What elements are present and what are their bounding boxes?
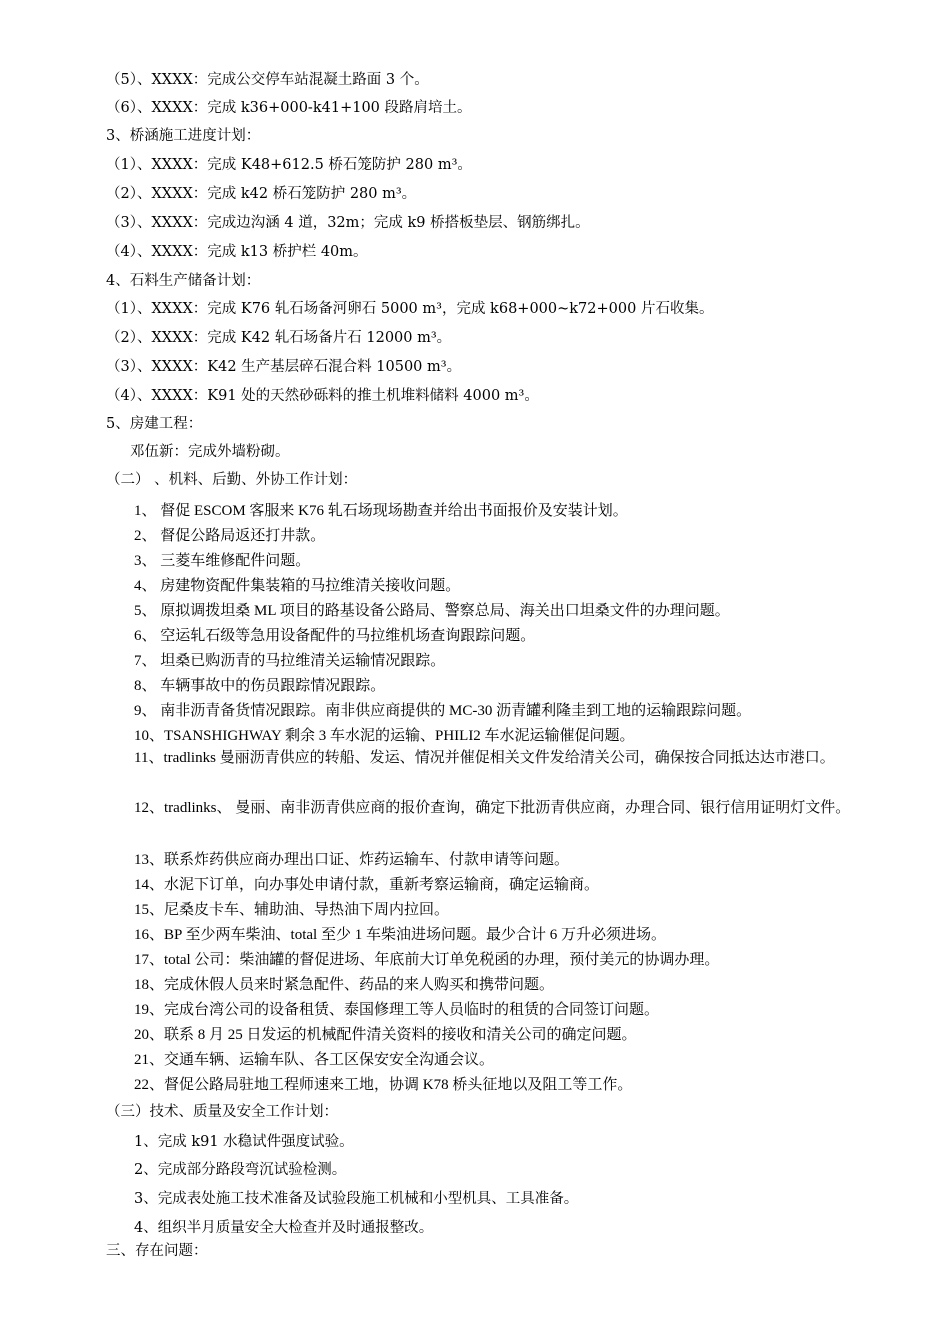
list-item: 2、完成部分路段弯沉试验检测。 xyxy=(134,1162,347,1178)
list-item: 17、total 公司：柴油罐的督促进场、年底前大订单免税函的办理，预付美元的协调办理。 xyxy=(134,952,720,968)
list-item: 4、 房建物资配件集装箱的马拉维清关接收问题。 xyxy=(134,578,461,594)
section-heading: 5、房建工程： xyxy=(106,416,203,432)
list-item: 4、组织半月质量安全大检查并及时通报整改。 xyxy=(134,1220,434,1236)
list-item: 7、 坦桑已购沥青的马拉维清关运输情况跟踪。 xyxy=(134,653,446,669)
text-line: （6）、XXXX：完成 k36+000-k41+100 段路肩培土。 xyxy=(106,100,472,116)
text-line: （4）、XXXX：K91 处的天然砂砾料的推土机堆料储料 4000 m³。 xyxy=(106,388,539,404)
text-line: （5）、XXXX：完成公交停车站混凝土路面 3 个。 xyxy=(106,72,429,88)
section-heading: 3、桥涵施工进度计划： xyxy=(106,128,261,144)
list-item: 14、水泥下订单，向办事处申请付款，重新考察运输商，确定运输商。 xyxy=(134,877,600,893)
list-item: 21、交通车辆、运输车队、各工区保安安全沟通会议。 xyxy=(134,1052,495,1068)
list-item: 1、完成 k91 水稳试件强度试验。 xyxy=(134,1134,354,1150)
list-item: 13、联系炸药供应商办理出口证、炸药运输车、付款申请等问题。 xyxy=(134,852,570,868)
list-item: 1、 督促 ESCOM 客服来 K76 轧石场现场勘查并给出书面报价及安装计划。 xyxy=(134,503,628,519)
text-line: （2）、XXXX：完成 k42 桥石笼防护 280 m³。 xyxy=(106,186,417,202)
text-line: （4）、XXXX：完成 k13 桥护栏 40m。 xyxy=(106,244,368,260)
list-item: 18、完成休假人员来时紧急配件、药品的来人购买和携带问题。 xyxy=(134,977,555,993)
section-heading: 三、存在问题： xyxy=(106,1243,208,1259)
text-line: （3）、XXXX：K42 生产基层碎石混合料 10500 m³。 xyxy=(106,359,462,375)
text-line: （1）、XXXX：完成 K76 轧石场备河卵石 5000 m³，完成 k68+000~k72+000 片石收集。 xyxy=(106,301,714,317)
list-item: 5、 原拟调拨坦桑 ML 项目的路基设备公路局、警察总局、海关出口坦桑文件的办理问题。 xyxy=(134,603,730,619)
list-item: 15、尼桑皮卡车、辅助油、导热油下周内拉回。 xyxy=(134,902,450,918)
section-heading: 4、石料生产储备计划： xyxy=(106,273,261,289)
list-item: 2、 督促公路局返还打井款。 xyxy=(134,528,326,544)
list-item: 3、 三菱车维修配件问题。 xyxy=(134,553,311,569)
list-item: 12、tradlinks、 曼丽、南非沥青供应商的报价查询，确定下批沥青供应商，办理合同、银行信用证明灯文件。 xyxy=(134,800,851,816)
list-item: 9、 南非沥青备货情况跟踪。南非供应商提供的 MC-30 沥青罐利隆圭到工地的运输跟踪问题。 xyxy=(134,703,752,719)
list-item: 10、TSANSHIGHWAY 剩余 3 车水泥的运输、PHILI2 车水泥运输催促问题。 xyxy=(134,728,635,744)
text-line: （2）、XXXX：完成 K42 轧石场备片石 12000 m³。 xyxy=(106,330,452,346)
list-item: 20、联系 8 月 25 日发运的机械配件清关资料的接收和清关公司的确定问题。 xyxy=(134,1027,637,1043)
list-item: 16、BP 至少两车柴油、total 至少 1 车柴油进场问题。最少合计 6 万升必须进场。 xyxy=(134,927,666,943)
section-heading: （二） 、机料、后勤、外协工作计划： xyxy=(106,472,358,488)
list-item: 8、 车辆事故中的伤员跟踪情况跟踪。 xyxy=(134,678,386,694)
list-item: 19、完成台湾公司的设备租赁、泰国修理工等人员临时的租赁的合同签订问题。 xyxy=(134,1002,660,1018)
text-line: （1）、XXXX：完成 K48+612.5 桥石笼防护 280 m³。 xyxy=(106,157,472,173)
list-item: 6、 空运轧石级等急用设备配件的马拉维机场查询跟踪问题。 xyxy=(134,628,536,644)
section-heading: （三）技术、质量及安全工作计划： xyxy=(106,1104,338,1120)
list-item: 22、督促公路局驻地工程师速来工地，协调 K78 桥头征地以及阻工等工作。 xyxy=(134,1077,633,1093)
text-line: （3）、XXXX：完成边沟涵 4 道，32m；完成 k9 桥搭板垫层、钢筋绑扎。 xyxy=(106,215,590,231)
text-line: 邓伍新：完成外墙粉砌。 xyxy=(130,444,290,460)
list-item: 11、tradlinks 曼丽沥青供应的转船、发运、情况并催促相关文件发给清关公司，确保按合同抵达达市港口。 xyxy=(134,750,835,766)
list-item: 3、完成表处施工技术准备及试验段施工机械和小型机具、工具准备。 xyxy=(134,1191,579,1207)
